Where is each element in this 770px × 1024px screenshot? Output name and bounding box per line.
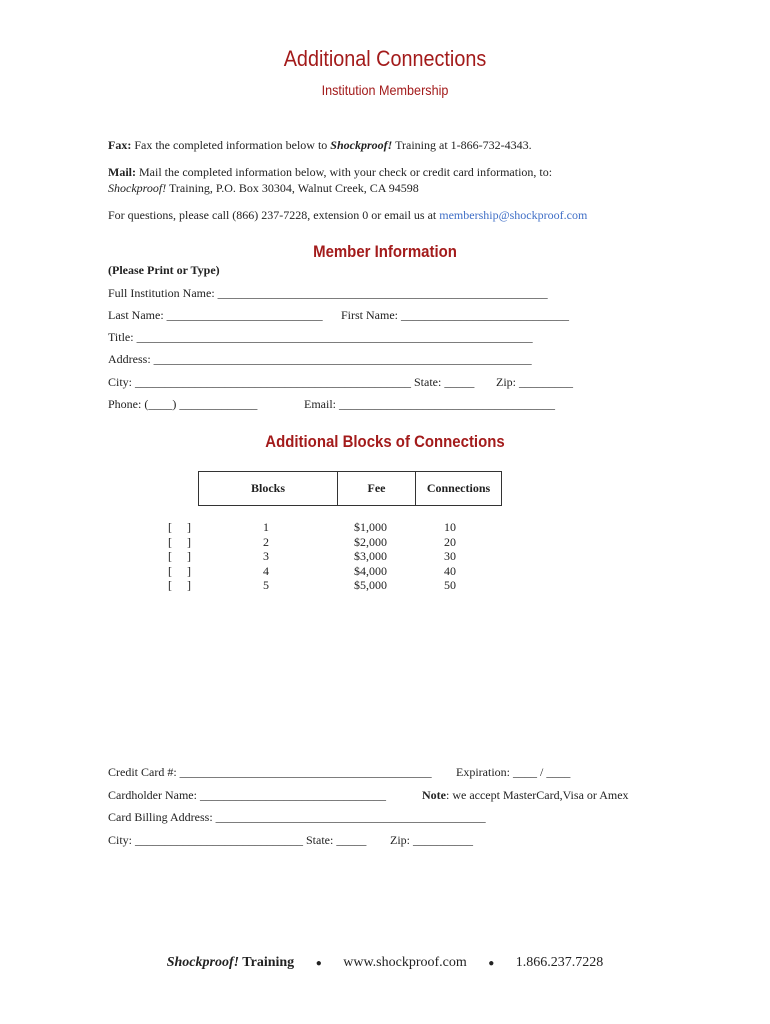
block-connections: 30 bbox=[444, 549, 456, 564]
title-field[interactable]: Title: __________________________________________________________________ bbox=[108, 330, 533, 344]
footer bbox=[0, 955, 770, 971]
block-count: 1 bbox=[263, 520, 269, 534]
mail-text: Mail the completed information below, with your check or credit card information, to: bbox=[139, 165, 553, 179]
bullet-icon: ● bbox=[488, 958, 495, 969]
block-connections: 50 bbox=[444, 578, 456, 593]
fax-text: Fax the completed information below to bbox=[134, 138, 331, 152]
fax-brand: Shockproof! bbox=[330, 138, 393, 152]
footer-brand-suffix: Training bbox=[239, 955, 295, 970]
zip-field[interactable]: Zip: _________ bbox=[496, 375, 573, 389]
mail-label: Mail: bbox=[108, 165, 136, 179]
mail-address-text: Training, P.O. Box 30304, Walnut Creek, CA 94598 bbox=[166, 181, 419, 195]
questions-line bbox=[108, 208, 587, 223]
first-name-field[interactable]: First Name: ____________________________ bbox=[341, 308, 569, 322]
last-name-field[interactable]: Last Name: __________________________ bbox=[108, 308, 323, 322]
phone-field[interactable]: Phone: (____) _____________ bbox=[108, 397, 258, 411]
footer-brand-name: Shockproof! bbox=[166, 955, 240, 970]
bullet-icon: ● bbox=[315, 958, 322, 969]
questions-text: For questions, please call (866) 237-7228, extension 0 or email us at bbox=[108, 208, 440, 222]
block-fee: $1,000 bbox=[354, 520, 387, 534]
city-state-field[interactable]: City: ______________________________________________ State: _____ bbox=[108, 375, 475, 389]
card-note bbox=[422, 788, 629, 803]
fee-column bbox=[354, 520, 387, 593]
blocks-heading: Additional Blocks of Connections bbox=[265, 432, 505, 451]
address-field[interactable]: Address: _______________________________________________________________ bbox=[108, 352, 532, 366]
block-fee: $5,000 bbox=[354, 578, 387, 593]
block-count: 3 bbox=[263, 549, 269, 564]
block-checkbox[interactable]: [ ] bbox=[168, 563, 191, 578]
block-fee: $3,000 bbox=[354, 549, 387, 564]
col-blocks: Blocks bbox=[199, 472, 338, 506]
block-checkbox[interactable]: [ ] bbox=[168, 534, 191, 549]
col-fee: Fee bbox=[338, 472, 416, 506]
billing-city-state-field[interactable]: City: ____________________________ State: _____ bbox=[108, 833, 367, 847]
block-checkbox[interactable]: [ ] bbox=[168, 549, 191, 564]
block-fee: $4,000 bbox=[354, 563, 387, 578]
block-connections: 10 bbox=[444, 520, 456, 534]
connections-column bbox=[444, 520, 456, 593]
email-field[interactable]: Email: ____________________________________ bbox=[304, 397, 555, 411]
page-title: Additional Connections bbox=[283, 46, 487, 71]
block-checkbox[interactable]: [ ] bbox=[168, 578, 191, 593]
mail-address bbox=[108, 181, 419, 196]
block-count: 5 bbox=[263, 578, 269, 593]
cardholder-field[interactable]: Cardholder Name: _______________________________ bbox=[108, 788, 386, 802]
block-fee: $2,000 bbox=[354, 534, 387, 549]
note-text: : we accept MasterCard,Visa or Amex bbox=[446, 788, 629, 802]
block-count: 4 bbox=[263, 563, 269, 578]
note-label: Note bbox=[422, 788, 446, 802]
footer-website-link[interactable]: www.shockproof.com bbox=[343, 955, 467, 970]
fax-text-end: Training at 1-866-732-4343. bbox=[392, 138, 532, 152]
membership-email-link[interactable]: membership@shockproof.com bbox=[439, 208, 588, 222]
member-info-heading: Member Information bbox=[313, 242, 457, 261]
credit-card-field[interactable]: Credit Card #: __________________________________________ bbox=[108, 765, 432, 779]
print-note: (Please Print or Type) bbox=[108, 263, 220, 277]
footer-phone: 1.866.237.7228 bbox=[515, 955, 604, 970]
institution-name-field[interactable]: Full Institution Name: _______________________________________________________ bbox=[108, 286, 548, 300]
block-count: 2 bbox=[263, 534, 269, 549]
mail-instruction bbox=[108, 165, 552, 180]
expiration-field[interactable]: Expiration: ____ / ____ bbox=[456, 765, 571, 779]
fax-label: Fax: bbox=[108, 138, 132, 152]
page-subtitle: Institution Membership bbox=[321, 82, 449, 98]
col-connections: Connections bbox=[416, 472, 502, 506]
mail-brand: Shockproof! bbox=[108, 181, 167, 195]
checkbox-column bbox=[168, 520, 191, 593]
billing-address-field[interactable]: Card Billing Address: _____________________________________________ bbox=[108, 810, 486, 824]
footer-brand bbox=[167, 955, 294, 970]
blocks-table-header bbox=[198, 471, 502, 506]
blocks-column bbox=[256, 520, 276, 593]
block-connections: 40 bbox=[444, 563, 456, 578]
block-connections: 20 bbox=[444, 534, 456, 549]
block-checkbox[interactable]: [ ] bbox=[168, 520, 191, 534]
fax-instruction bbox=[108, 138, 532, 153]
billing-zip-field[interactable]: Zip: __________ bbox=[390, 833, 473, 847]
